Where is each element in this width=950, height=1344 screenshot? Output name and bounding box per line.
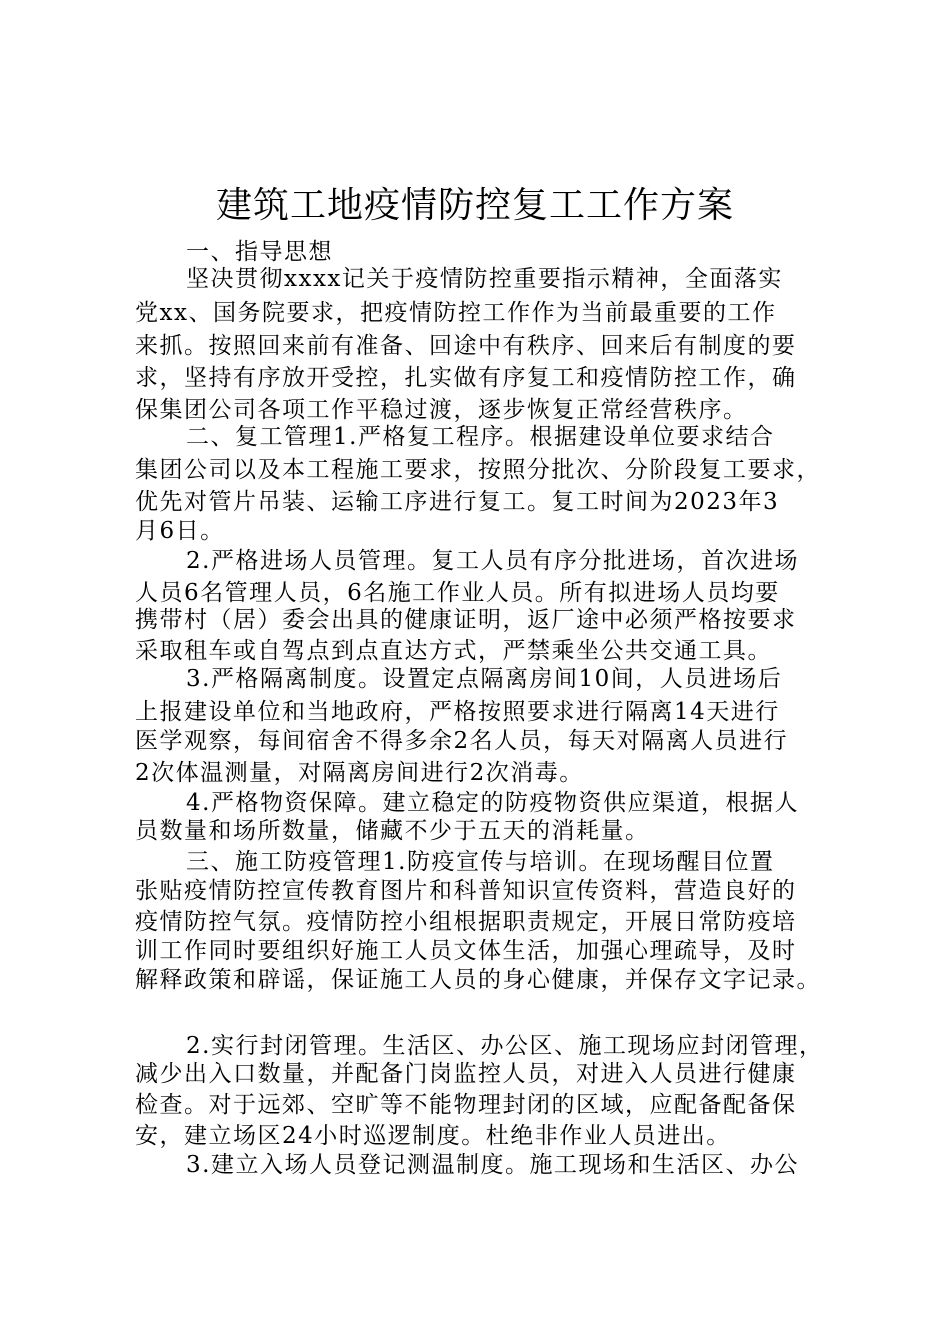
paragraph-line: 检查。对于远郊、空旷等不能物理封闭的区域，应配备配备保: [135, 1092, 797, 1118]
paragraph-line: 医学观察，每间宿舍不得多余2名人员，每天对隔离人员进行: [135, 728, 789, 754]
paragraph-line: 求，坚持有序放开受控，扎实做有序复工和疫情防控工作，确: [135, 365, 797, 391]
paragraph-line: 解释政策和辟谣，保证施工人员的身心健康，并保存文字记录。: [135, 967, 821, 993]
paragraph-line: 3.严格隔离制度。设置定点隔离房间10间，人员进场后: [186, 666, 783, 692]
paragraph-line: 坚决贯彻xxxx记关于疫情防控重要指示精神，全面落实: [186, 266, 783, 292]
paragraph-line: 减少出入口数量，并配备门岗监控人员，对进入人员进行健康: [135, 1061, 797, 1087]
paragraph-line: 训工作同时要组织好施工人员文体生活，加强心理疏导，及时: [135, 938, 797, 964]
paragraph-line: 党xx、国务院要求，把疫情防控工作作为当前最重要的工作: [135, 300, 777, 326]
paragraph-line: 集团公司以及本工程施工要求，按照分批次、分阶段复工要求，: [135, 457, 821, 483]
paragraph-line: 员数量和场所数量，储藏不少于五天的消耗量。: [135, 818, 650, 844]
paragraph-line: 优先对管片吊装、运输工序进行复工。复工时间为2023年3: [135, 489, 780, 515]
paragraph-line: 三、施工防疫管理1.防疫宣传与培训。在现场醒目位置: [186, 849, 775, 875]
paragraph-line: 携带村（居）委会出具的健康证明，返厂途中必须严格按要求: [135, 607, 797, 633]
paragraph-line: 上报建设单位和当地政府，严格按照要求进行隔离14天进行: [135, 699, 780, 725]
paragraph-line: 2.实行封闭管理。生活区、办公区、施工现场应封闭管理，: [186, 1033, 824, 1059]
paragraph-line: 月6日。: [135, 518, 225, 544]
document-title: 建筑工地疫情防控复工工作方案: [215, 185, 734, 226]
paragraph-line: 人员6名管理人员，6名施工作业人员。所有拟进场人员均要: [135, 580, 780, 606]
section-heading: 一、指导思想: [186, 239, 333, 265]
paragraph-line: 来抓。按照回来前有准备、回途中有秩序、回来后有制度的要: [135, 333, 797, 359]
paragraph-line: 4.严格物资保障。建立稳定的防疫物资供应渠道，根据人: [186, 790, 799, 816]
paragraph-line: 二、复工管理1.严格复工程序。根据建设单位要求结合: [186, 424, 775, 450]
paragraph-line: 张贴疫情防控宣传教育图片和科普知识宣传资料，营造良好的: [135, 878, 797, 904]
paragraph-line: 3.建立入场人员登记测温制度。施工现场和生活区、办公: [186, 1152, 799, 1178]
paragraph-line: 2.严格进场人员管理。复工人员有序分批进场，首次进场: [186, 548, 799, 574]
paragraph-line: 安，建立场区24小时巡逻制度。杜绝非作业人员进出。: [135, 1123, 731, 1149]
paragraph-line: 疫情防控气氛。疫情防控小组根据职责规定，开展日常防疫培: [135, 909, 797, 935]
paragraph-line: 采取租车或自驾点到点直达方式，严禁乘坐公共交通工具。: [135, 638, 772, 664]
paragraph-line: 2次体温测量，对隔离房间进行2次消毒。: [135, 760, 584, 786]
paragraph-line: 保集团公司各项工作平稳过渡，逐步恢复正常经营秩序。: [135, 397, 748, 423]
